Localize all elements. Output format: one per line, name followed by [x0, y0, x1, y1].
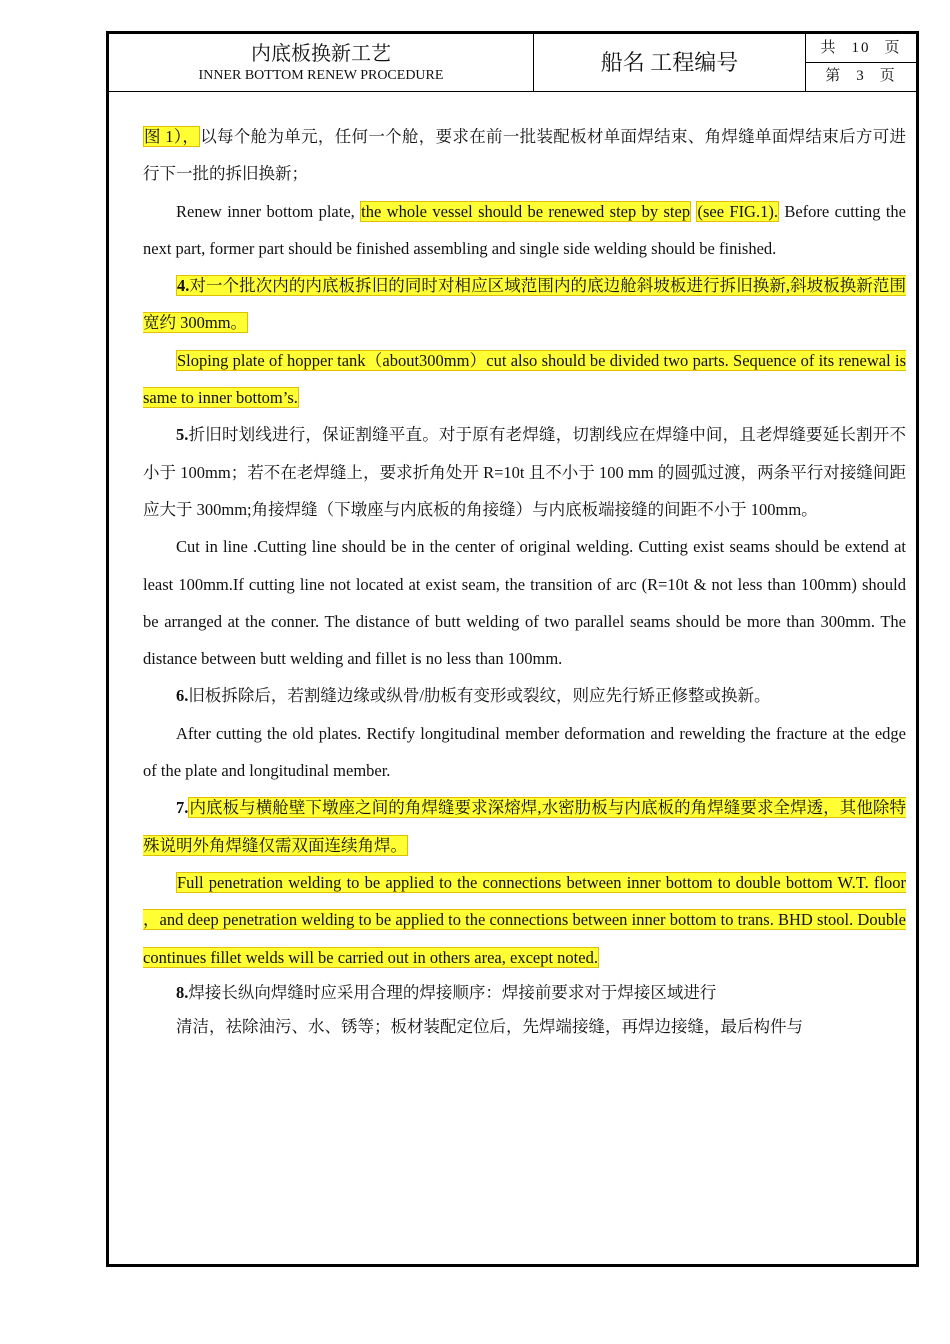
- text: 焊接长纵向焊缝时应采用合理的焊接顺序：焊接前要求对于焊接区域进行: [188, 982, 717, 1002]
- text: 旧板拆除后，若割缝边缘或纵骨/肋板有变形或裂纹，则应先行矫正修整或换新。: [188, 686, 771, 706]
- total-pages-row: [806, 34, 916, 63]
- section-8-zh-cont: 清洁，祛除油污、水、锈等；板材装配定位后，先焊端接缝，再焊边接缝，最后构件与: [176, 1016, 803, 1036]
- section-5-en: Cut in line .Cutting line should be in the center of original welding. Cutting exist seams should be extend at least 100mm.If cutting line not located at exist seam, the transition of arc (R=10t & not less than 100mm) should be arranged at the conner. The distance of butt welding of two parallel seams should be more than 300mm. The distance between butt welding and fillet is no less than 100mm.: [143, 537, 906, 669]
- current-page-row: [806, 62, 916, 90]
- section-6-en: After cutting the old plates. Rectify longitudinal member deformation and rewelding the fracture at the edge of the plate and longitudinal member.: [143, 723, 906, 781]
- section-number: 7.: [176, 798, 189, 818]
- highlight: 内底板与横舱壁下墩座之间的角焊缝要求深熔焊,水密肋板与内底板的角焊缝要求全焊透，其他除特殊说明外角焊缝仅需双面连续角焊。: [143, 798, 906, 855]
- page-unit-2: 页: [879, 68, 897, 84]
- highlight: the whole vessel should be renewed step by step: [361, 201, 691, 221]
- ship-name-cell: 船名 工程编号: [534, 34, 806, 91]
- highlight: 图 1），: [144, 127, 200, 146]
- page-info-cell: [806, 34, 916, 91]
- highlight: Full penetration welding to be applied to the connections between inner bottom to double bottom W.T. floor ，and deep penetration welding to be applied to the connections between inner bottom to trans. BHD stool. Double continues fillet welds will be carried out in others area, except noted.: [143, 872, 906, 967]
- section-5-zh: [143, 416, 906, 528]
- highlight: (see FIG.1).: [697, 201, 778, 221]
- section-4-en: [143, 342, 906, 417]
- section-7-en: [143, 864, 906, 976]
- title-cell: [109, 34, 534, 91]
- page-unit: 页: [884, 40, 902, 56]
- total-label: 共: [820, 40, 838, 56]
- text: 对一个批次内的内底板拆旧的同时对相应区域范围内的底边舱斜坡板进行拆旧换新,斜坡板换新范围宽约 300mm。: [143, 276, 906, 333]
- title-zh: 内底板换新工艺: [251, 43, 391, 65]
- paragraph-1-en: [143, 193, 906, 268]
- section-7-zh: [143, 789, 906, 864]
- current-page: 3: [856, 68, 866, 84]
- section-number: 4.: [177, 276, 190, 296]
- document-body: [143, 118, 906, 1044]
- current-label: 第: [825, 68, 843, 84]
- document-header: [109, 34, 916, 92]
- section-number: 6.: [176, 686, 189, 706]
- highlight: Sloping plate of hopper tank（about300mm）cut also should be divided two parts. Sequence of its renewal is same to inner bottom’s.: [143, 350, 906, 408]
- text: Before cutting the next part, former part should be finished assembling and single side welding should be finished.: [143, 201, 906, 258]
- section-4-zh: [143, 267, 906, 342]
- paragraph-1-zh: [143, 118, 906, 193]
- title-en: INNER BOTTOM RENEW PROCEDURE: [198, 68, 444, 83]
- section-number: 5.: [176, 425, 189, 445]
- section-8-zh: [143, 976, 906, 1010]
- section-6-zh: [143, 677, 906, 714]
- highlight: [143, 275, 906, 333]
- total-pages: 10: [851, 40, 871, 56]
- section-number: 8.: [176, 982, 189, 1002]
- text: 以每个舱为单元，任何一个舱，要求在前一批装配板材单面焊结束、角焊缝单面焊结束后方可进行下一批的拆旧换新；: [143, 127, 906, 184]
- text: 折旧时划线进行，保证割缝平直。对于原有老焊缝，切割线应在焊缝中间，且老焊缝要延长割开不小于 100mm；若不在老焊缝上，要求折角处开 R=10t 且不小于 100 mm 的圆弧过渡，两条平行对接缝间距应大于 300mm;角接焊缝（下墩座与内底板的角接缝）与内底板端接缝的间距不小于 100mm。: [143, 425, 906, 519]
- text: Renew inner bottom plate,: [176, 201, 361, 221]
